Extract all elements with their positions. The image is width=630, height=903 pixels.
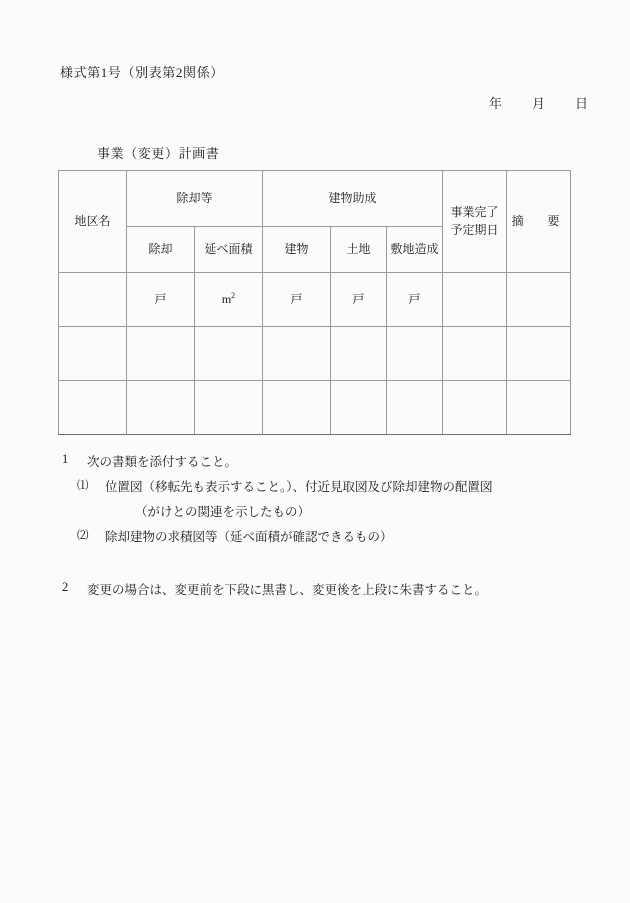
unit-square-meter-superscript: 2 [231,290,236,300]
page-title: 事業（変更）計画書 [97,146,220,161]
header-completion-date-line1: 事業完了 [450,205,499,220]
form-number: 様式第1号（別表第2関係） [60,65,224,80]
note-subnumber-1: ⑴ [77,480,89,492]
cell-remarks-2[interactable] [507,327,571,381]
cell-building-2[interactable] [263,327,331,381]
subheader-land: 土地 [331,227,387,273]
note-item-1 [0,452,630,477]
note-number-1: 1 [62,452,69,466]
cell-area-name-2[interactable] [59,327,127,381]
note-number-2: 2 [62,580,69,594]
cell-total-floor-area-3[interactable] [195,381,263,435]
table-row [59,273,571,327]
subheader-removal: 除却 [127,227,195,273]
subheader-building: 建物 [263,227,331,273]
cell-area-name-3[interactable] [59,381,127,435]
cell-removal-unit[interactable]: 戸 [127,273,195,327]
note-text-2: 変更の場合は、変更前を下段に黒書し、変更後を上段に朱書すること。 [87,583,488,597]
note-subtext-1: 位置図（移転先も表示すること。）、付近見取図及び除却建物の配置図 [105,480,493,494]
notes-section [0,452,630,605]
header-remarks: 摘 要 [507,171,571,273]
cell-site-preparation-3[interactable] [387,381,443,435]
cell-land-unit[interactable]: 戸 [331,273,387,327]
cell-building-unit[interactable]: 戸 [263,273,331,327]
header-removal-group: 除却等 [127,171,263,227]
cell-land-3[interactable] [331,381,387,435]
date-line [0,93,600,112]
cell-removal-2[interactable] [127,327,195,381]
header-area-name: 地区名 [59,171,127,273]
cell-remarks-1[interactable] [507,273,571,327]
cell-site-preparation-2[interactable] [387,327,443,381]
cell-total-floor-area-2[interactable] [195,327,263,381]
plan-table [58,170,571,435]
note-subitem-1-continuation [0,502,630,527]
cell-total-floor-area-unit[interactable] [195,273,263,327]
notes-spacer [0,552,630,580]
header-completion-date-line2: 予定期日 [450,222,499,237]
table-row [59,327,571,381]
unit-square-meter-base: m [221,291,232,306]
cell-completion-date-3[interactable] [443,381,507,435]
note-item-2 [0,580,630,605]
header-building-subsidy-group: 建物助成 [263,171,443,227]
note-subitem-1 [0,477,630,502]
date-month-label: 月 [531,96,545,111]
cell-completion-date-2[interactable] [443,327,507,381]
cell-completion-date-1[interactable] [443,273,507,327]
note-subtext-2: 除却建物の求積図等（延べ面積が確認できるもの） [105,530,393,544]
note-text-1: 次の書類を添付すること。 [87,455,238,469]
cell-land-2[interactable] [331,327,387,381]
table-header-row-primary [59,171,571,227]
note-subitem-2 [0,527,630,552]
note-subtext-1-continuation: （がけとの関連を示したもの） [135,505,311,519]
cell-site-preparation-unit[interactable]: 戸 [387,273,443,327]
plan-table-container [58,170,570,435]
cell-remarks-3[interactable] [507,381,571,435]
date-day-label: 日 [574,96,588,111]
cell-building-3[interactable] [263,381,331,435]
table-row [59,381,571,435]
cell-area-name-1[interactable] [59,273,127,327]
subheader-site-preparation: 敷地造成 [387,227,443,273]
date-year-label: 年 [488,96,502,111]
note-subnumber-2: ⑵ [77,530,89,542]
cell-removal-3[interactable] [127,381,195,435]
header-completion-date [443,171,507,273]
subheader-total-floor-area: 延べ面積 [195,227,263,273]
